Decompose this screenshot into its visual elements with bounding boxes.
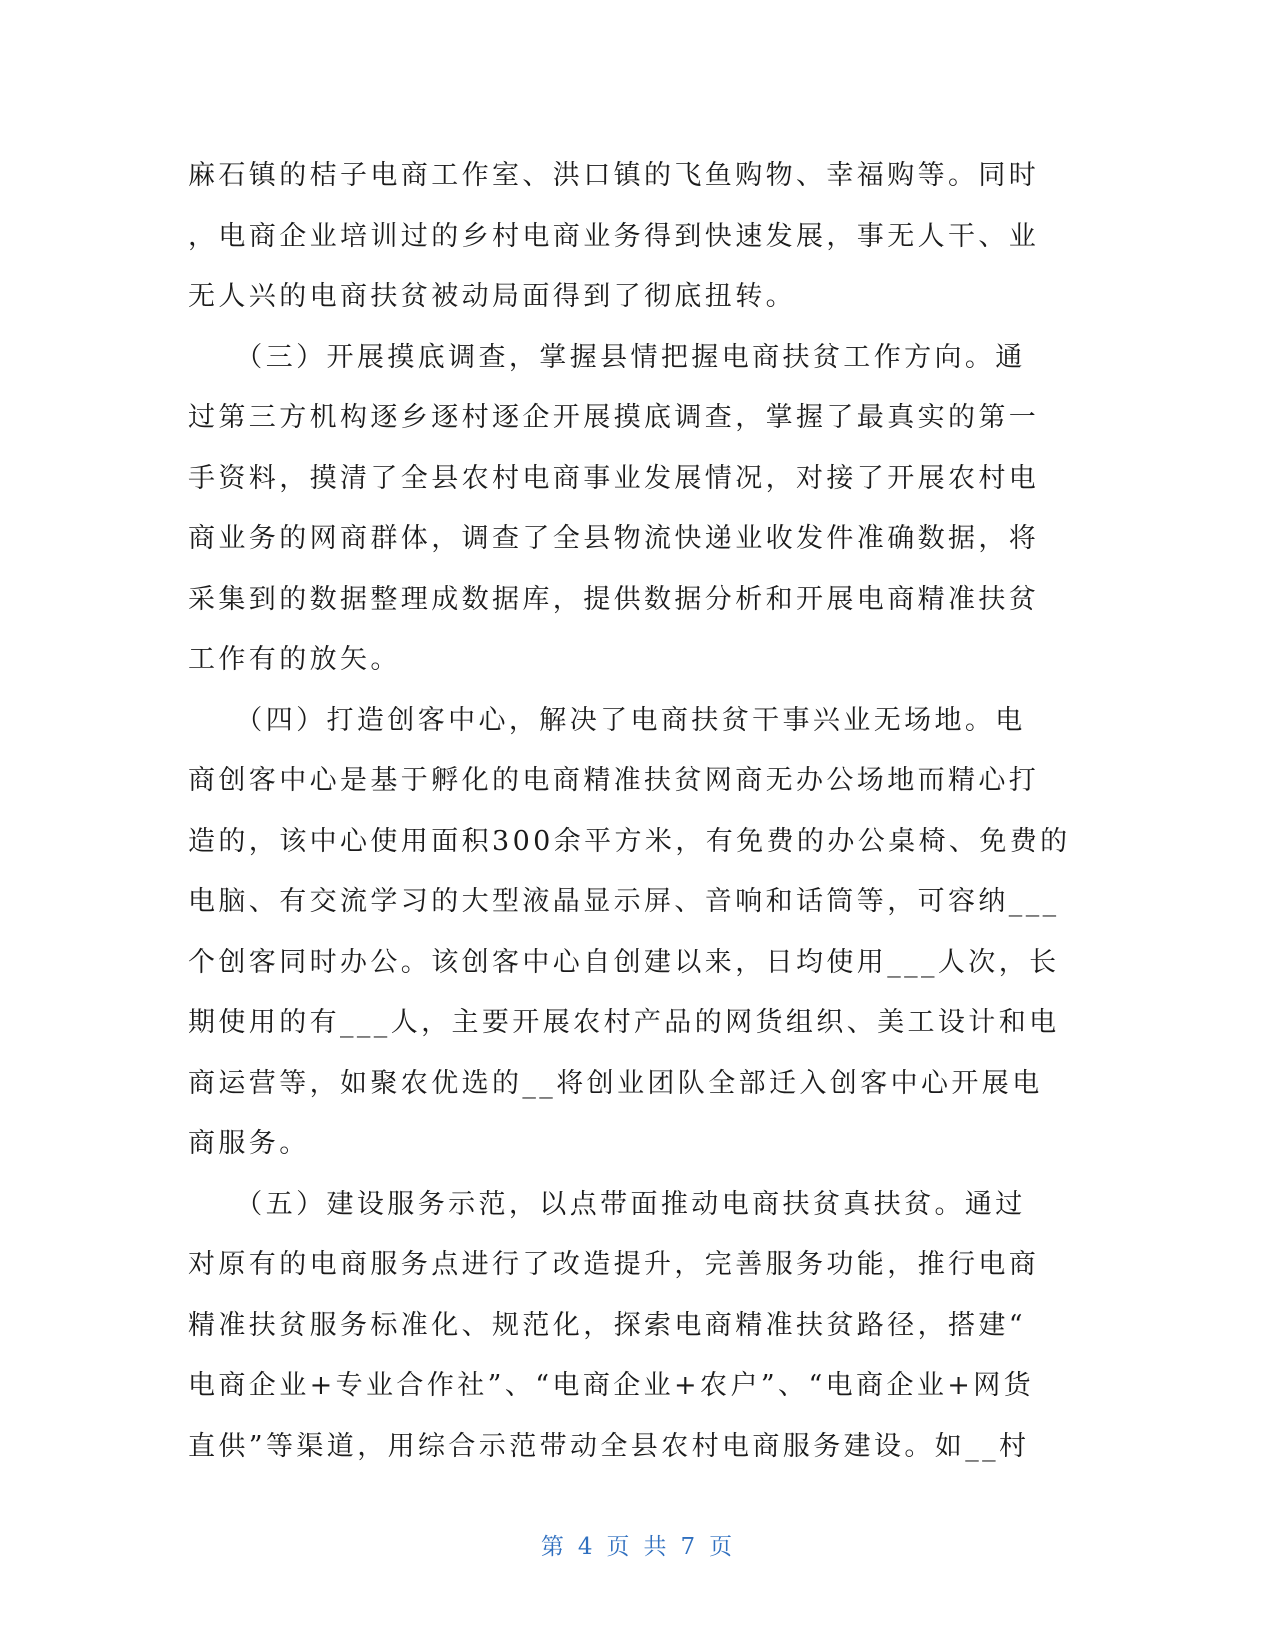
text-line: 手资料，摸清了全县农村电商事业发展情况，对接了开展农村电 xyxy=(188,462,1040,494)
text-line: 商运营等，如聚农优选的__将创业团队全部迁入创客中心开展电 xyxy=(188,1067,1043,1099)
footer-total-pages: 7 xyxy=(680,1534,698,1560)
footer-page-unit: 页 xyxy=(606,1534,632,1560)
footer-page-label: 第 xyxy=(540,1534,566,1560)
text-line: 商创客中心是基于孵化的电商精准扶贫网商无办公场地而精心打 xyxy=(188,765,1040,796)
paragraph-start-line: （四）打造创客中心，解决了电商扶贫干事兴业无场地。电 xyxy=(188,704,1026,736)
text-line: 个创客同时办公。该创客中心自创建以来，日均使用___人次，长 xyxy=(188,946,1060,978)
text-line: 无人兴的电商扶贫被动局面得到了彻底扭转。 xyxy=(188,281,796,312)
text-line: 麻石镇的桔子电商工作室、洪口镇的飞鱼购物、幸福购等。同时 xyxy=(188,160,1040,191)
text-line: 造的，该中心使用面积300余平方米，有免费的办公桌椅、免费的 xyxy=(188,825,1071,857)
text-line: 电脑、有交流学习的大型液晶显示屏、音响和话筒等，可容纳___ xyxy=(188,886,1060,917)
text-line: 直供”等渠道，用综合示范带动全县农村电商服务建设。如__村 xyxy=(188,1430,1030,1462)
text-line: 采集到的数据整理成数据库，提供数据分析和开展电商精准扶贫 xyxy=(188,583,1040,615)
footer-page-number: 4 xyxy=(577,1534,595,1560)
text-line: 商服务。 xyxy=(188,1128,310,1159)
footer-total-unit: 页 xyxy=(709,1534,735,1560)
paragraph-start-line: （五）建设服务示范，以点带面推动电商扶贫真扶贫。通过 xyxy=(188,1188,1026,1220)
text-line: 期使用的有___人，主要开展农村产品的网货组织、美工设计和电 xyxy=(188,1007,1060,1038)
document-body xyxy=(188,146,1071,1477)
text-line: ，电商企业培训过的乡村电商业务得到快速发展，事无人干、业 xyxy=(188,220,1040,252)
text-line: 工作有的放矢。 xyxy=(188,644,401,675)
text-line: 电商企业+专业合作社”、“电商企业+农户”、“电商企业+网货 xyxy=(188,1370,1035,1401)
text-line: 对原有的电商服务点进行了改造提升，完善服务功能，推行电商 xyxy=(188,1249,1040,1280)
paragraph-start-line: （三）开展摸底调查，掌握县情把握电商扶贫工作方向。通 xyxy=(188,341,1026,373)
footer-total-label: 共 xyxy=(643,1534,669,1560)
text-line: 商业务的网商群体，调查了全县物流快递业收发件准确数据，将 xyxy=(188,523,1040,554)
page-footer xyxy=(0,1528,1275,1561)
text-line: 过第三方机构逐乡逐村逐企开展摸底调查，掌握了最真实的第一 xyxy=(188,402,1040,433)
text-line: 精准扶贫服务标准化、规范化，探索电商精准扶贫路径，搭建“ xyxy=(188,1309,1027,1341)
